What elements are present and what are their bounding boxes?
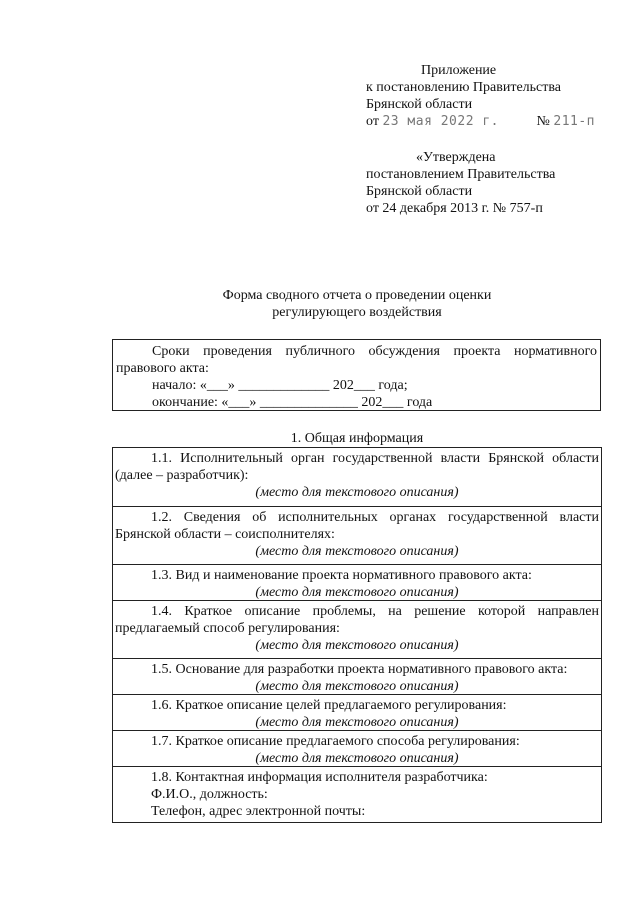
form-title-line-2: регулирующего воздействия	[272, 305, 442, 320]
info-row-1-2	[113, 506, 601, 564]
section-title-general-info: 1. Общая информация	[290, 431, 424, 446]
approved-line-3: Брянской области	[366, 184, 473, 199]
text-placeholder: (место для текстового описания)	[255, 679, 459, 694]
info-row-1-7	[113, 730, 601, 766]
appendix-title: Приложение	[421, 63, 497, 78]
form-title	[112, 287, 602, 321]
info-row-label: 1.7. Краткое описание предлагаемого способа регулирования:	[151, 734, 520, 749]
info-row-label: 1.6. Краткое описание целей предлагаемого регулирования:	[151, 698, 507, 713]
info-row-label: 1.1. Исполнительный орган государственной власти Брянской области	[151, 451, 599, 466]
decree-date: 23 мая 2022 г.	[382, 114, 500, 129]
number-label: №	[536, 114, 550, 129]
appendix-header	[366, 62, 626, 130]
approved-line-2: постановлением Правительства	[366, 167, 556, 182]
info-row-1-4	[113, 600, 601, 658]
form-title-line-1: Форма сводного отчета о проведении оценки	[222, 288, 492, 303]
approved-line-4: от 24 декабря 2013 г. № 757-п	[366, 201, 543, 216]
contact-name-position: Ф.И.О., должность:	[151, 787, 268, 802]
contact-phone-email: Телефон, адрес электронной почты:	[151, 804, 366, 819]
text-placeholder: (место для текстового описания)	[255, 751, 459, 766]
text-placeholder: (место для текстового описания)	[255, 544, 459, 559]
info-row-1-3	[113, 564, 601, 600]
text-placeholder: (место для текстового описания)	[255, 585, 459, 600]
info-row-1-6	[113, 694, 601, 730]
date-prefix: от	[366, 114, 379, 129]
appendix-line-3: Брянской области	[366, 97, 473, 112]
info-row-label-cont: (далее – разработчик):	[115, 468, 249, 483]
general-info-table	[112, 447, 602, 823]
deadline-start: начало: «___» _____________ 202___ года;	[152, 378, 408, 393]
text-placeholder: (место для текстового описания)	[255, 485, 459, 500]
approved-line-1: «Утверждена	[416, 150, 496, 165]
text-placeholder: (место для текстового описания)	[255, 638, 459, 653]
discussion-deadlines-box	[112, 339, 601, 411]
info-row-1-5	[113, 658, 601, 694]
info-row-1-8	[113, 766, 601, 822]
decree-number: 211-п	[553, 114, 596, 129]
text-placeholder: (место для текстового описания)	[255, 715, 459, 730]
info-row-label: 1.3. Вид и наименование проекта нормативного правового акта:	[151, 568, 532, 583]
info-row-label: 1.2. Сведения об исполнительных органах государственной власти	[151, 510, 599, 525]
appendix-line-2: к постановлению Правительства	[366, 80, 562, 95]
contact-info-label: 1.8. Контактная информация исполнителя разработчика:	[151, 770, 488, 785]
info-row-label: 1.5. Основание для разработки проекта нормативного правового акта:	[151, 662, 568, 677]
deadlines-line-2: правового акта:	[116, 361, 209, 376]
info-row-1-1	[113, 448, 601, 506]
deadlines-line-1: Сроки проведения публичного обсуждения проекта нормативного	[152, 344, 597, 359]
deadline-end: окончание: «___» ______________ 202___ года	[152, 395, 433, 410]
appendix-date-line	[366, 113, 626, 130]
info-row-label-cont: Брянской области – соисполнителях:	[115, 527, 335, 542]
info-row-label: 1.4. Краткое описание проблемы, на решение которой направлен	[151, 604, 599, 619]
info-row-label-cont: предлагаемый способ регулирования:	[115, 621, 340, 636]
approved-header	[366, 149, 626, 217]
